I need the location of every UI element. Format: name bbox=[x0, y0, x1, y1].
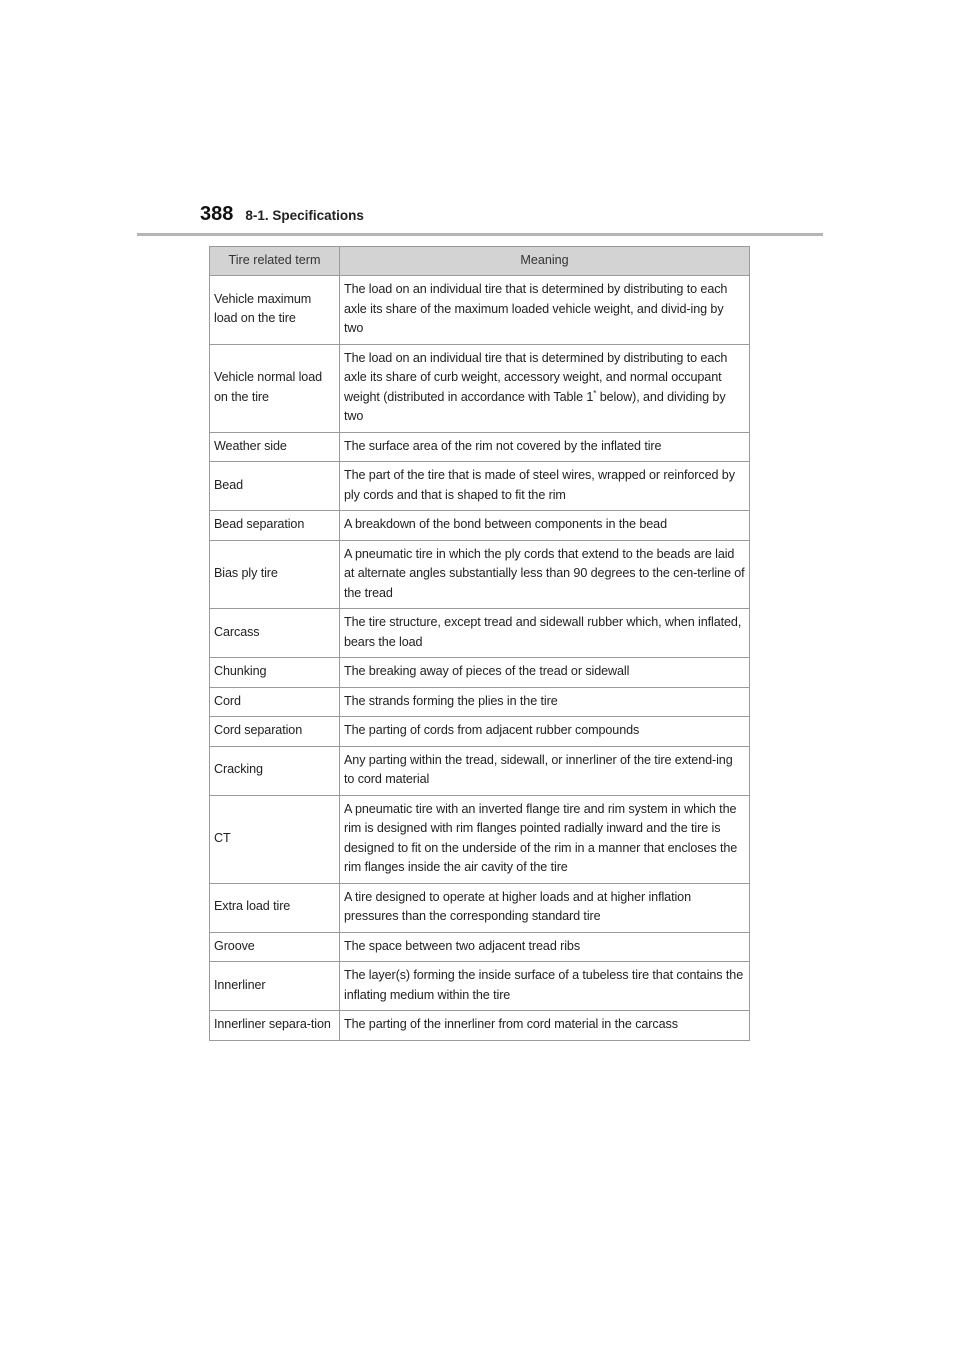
term-cell: Vehicle normal load on the tire bbox=[210, 344, 340, 432]
term-cell: Groove bbox=[210, 932, 340, 962]
meaning-cell: The surface area of the rim not covered by the inflated tire bbox=[340, 432, 750, 462]
meaning-cell: A tire designed to operate at higher loads and at higher inflation pressures than the corresponding standard tire bbox=[340, 883, 750, 932]
table-header-row bbox=[210, 247, 750, 276]
meaning-cell: Any parting within the tread, sidewall, or innerliner of the tire extend-ing to cord material bbox=[340, 746, 750, 795]
term-cell: Bead bbox=[210, 462, 340, 511]
meaning-cell: The part of the tire that is made of steel wires, wrapped or reinforced by ply cords and that is shaped to fit the rim bbox=[340, 462, 750, 511]
meaning-cell: The parting of the innerliner from cord material in the carcass bbox=[340, 1011, 750, 1041]
term-cell: Bead separation bbox=[210, 511, 340, 541]
column-header-meaning: Meaning bbox=[340, 247, 750, 276]
meaning-cell: The breaking away of pieces of the tread or sidewall bbox=[340, 658, 750, 688]
tire-terms-table bbox=[209, 246, 750, 1041]
column-header-term: Tire related term bbox=[210, 247, 340, 276]
meaning-cell: The load on an individual tire that is determined by distributing to each axle its share of the maximum loaded vehicle weight, and divid-ing by two bbox=[340, 276, 750, 345]
table-row bbox=[210, 746, 750, 795]
table-row bbox=[210, 687, 750, 717]
meaning-text-continued: below), and dividing by two bbox=[344, 389, 726, 423]
table-row bbox=[210, 432, 750, 462]
term-cell: Bias ply tire bbox=[210, 540, 340, 609]
table-body bbox=[210, 276, 750, 1041]
table-row bbox=[210, 540, 750, 609]
table-row bbox=[210, 795, 750, 883]
table-row bbox=[210, 609, 750, 658]
table-row bbox=[210, 883, 750, 932]
term-cell: Cracking bbox=[210, 746, 340, 795]
meaning-cell: The layer(s) forming the inside surface of a tubeless tire that contains the inflating medium within the tire bbox=[340, 962, 750, 1011]
section-title: 8-1. Specifications bbox=[245, 208, 364, 223]
term-cell: Vehicle maximum load on the tire bbox=[210, 276, 340, 345]
page-header bbox=[200, 203, 364, 226]
term-cell: Innerliner separa-tion bbox=[210, 1011, 340, 1041]
term-cell: Chunking bbox=[210, 658, 340, 688]
meaning-cell: The strands forming the plies in the tire bbox=[340, 687, 750, 717]
term-cell: Cord bbox=[210, 687, 340, 717]
table-row bbox=[210, 276, 750, 345]
table-row bbox=[210, 962, 750, 1011]
footnote-marker: * bbox=[593, 388, 597, 398]
table-row bbox=[210, 1011, 750, 1041]
page-number: 388 bbox=[200, 203, 234, 225]
table-row bbox=[210, 717, 750, 747]
table-row bbox=[210, 932, 750, 962]
table-row bbox=[210, 344, 750, 432]
meaning-cell: A breakdown of the bond between components in the bead bbox=[340, 511, 750, 541]
meaning-cell: The space between two adjacent tread ribs bbox=[340, 932, 750, 962]
table-row bbox=[210, 462, 750, 511]
header-divider bbox=[137, 233, 823, 236]
meaning-cell: The tire structure, except tread and sidewall rubber which, when inflated, bears the load bbox=[340, 609, 750, 658]
term-cell: Extra load tire bbox=[210, 883, 340, 932]
term-cell: CT bbox=[210, 795, 340, 883]
term-cell: Cord separation bbox=[210, 717, 340, 747]
meaning-text: The load on an individual tire that is determined by distributing to each axle its share of curb weight, accessory weight, and normal occupant weight (distributed in accordance with Table 1 bbox=[344, 350, 728, 404]
term-cell: Innerliner bbox=[210, 962, 340, 1011]
meaning-cell: A pneumatic tire with an inverted flange tire and rim system in which the rim is designed with rim flanges pointed radially inward and the tire is designed to fit on the underside of the rim in a manner that encloses the rim flanges inside the air cavity of the tire bbox=[340, 795, 750, 883]
meaning-cell: The parting of cords from adjacent rubber compounds bbox=[340, 717, 750, 747]
term-cell: Weather side bbox=[210, 432, 340, 462]
table-row bbox=[210, 658, 750, 688]
meaning-cell: A pneumatic tire in which the ply cords that extend to the beads are laid at alternate angles substantially less than 90 degrees to the cen-terline of the tread bbox=[340, 540, 750, 609]
table-row bbox=[210, 511, 750, 541]
meaning-cell bbox=[340, 344, 750, 432]
term-cell: Carcass bbox=[210, 609, 340, 658]
